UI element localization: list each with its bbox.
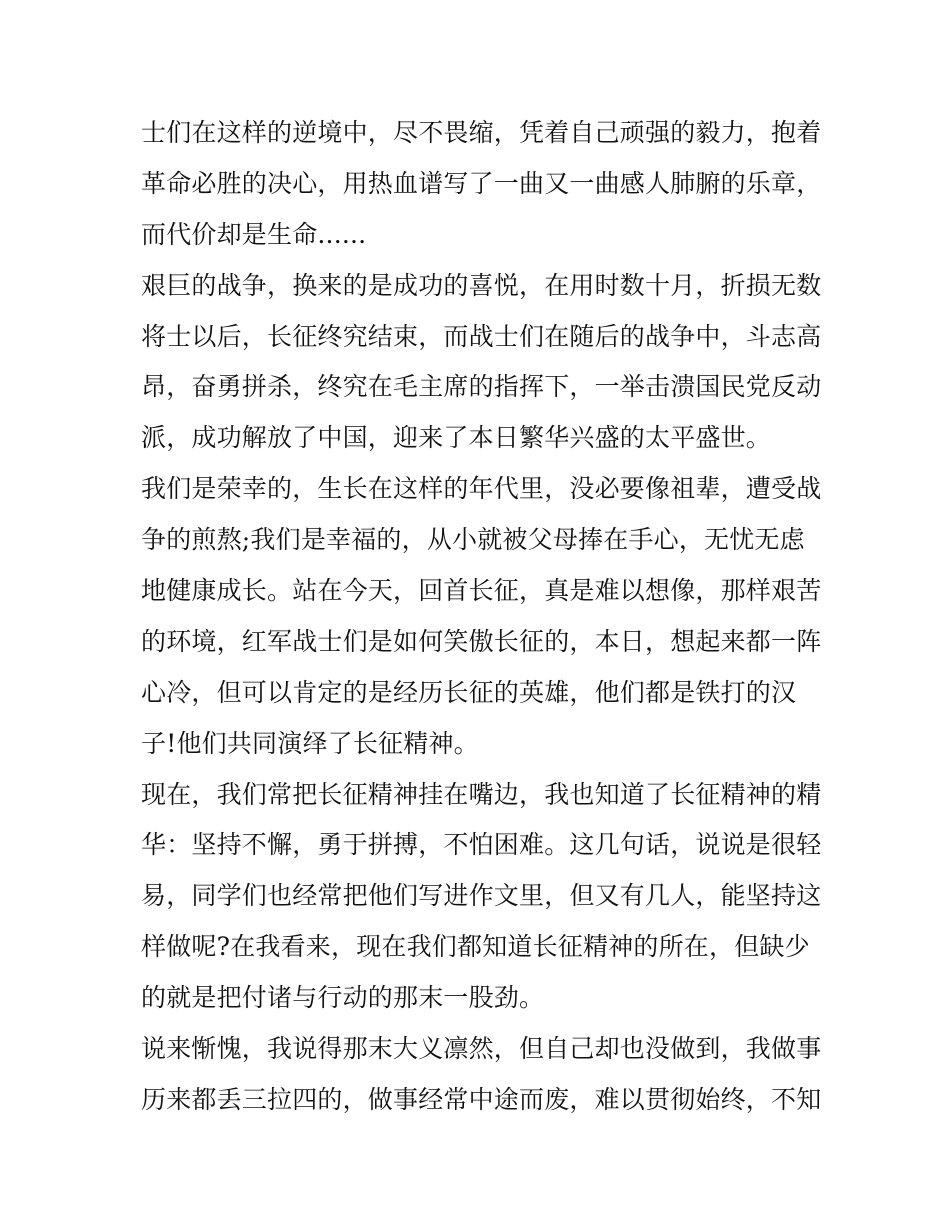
- text-line: 派，成功解放了中国，迎来了本日繁华兴盛的太平盛世。: [141, 423, 772, 453]
- text-line: 革命必胜的决心，用热血谱写了一曲又一曲感人肺腑的乐章，: [141, 168, 822, 198]
- text-line: 说来惭愧，我说得那末大义凛然，但自己却也没做到，我做事: [141, 1034, 822, 1064]
- text-line: 将士以后，长征终究结束，而战士们在随后的战争中，斗志高: [141, 321, 822, 351]
- text-line: 昂，奋勇拼杀，终究在毛主席的指挥下，一举击溃国民党反动: [141, 372, 822, 402]
- text-line: 子!他们共同演绎了长征精神。: [141, 728, 479, 758]
- text-line: 心冷，但可以肯定的是经历长征的英雄，他们都是铁打的汉: [141, 677, 797, 707]
- text-line: 易，同学们也经常把他们写进作文里，但又有几人，能坚持这: [141, 881, 822, 911]
- text-line: 地健康成长。站在今天，回首长征，真是难以想像，那样艰苦: [141, 576, 822, 606]
- text-line: 而代价却是生命......: [141, 219, 367, 249]
- text-line: 士们在这样的逆境中，尽不畏缩，凭着自己顽强的毅力，抱着: [141, 118, 822, 147]
- text-line: 我们是荣幸的，生长在这样的年代里，没必要像祖辈，遭受战: [141, 474, 822, 504]
- text-line: 历来都丢三拉四的，做事经常中途而废，难以贯彻始终，不知: [141, 1084, 822, 1114]
- text-line: 华：坚持不懈，勇于拼搏，不怕困难。这几句话，说说是很轻: [141, 830, 822, 860]
- text-line: 的就是把付诸与行动的那末一股劲。: [141, 983, 545, 1013]
- text-line: 的环境，红军战士们是如何笑傲长征的，本日，想起来都一阵: [141, 626, 822, 656]
- text-line: 争的煎熬;我们是幸福的，从小就被父母捧在手心，无忧无虑: [141, 525, 805, 555]
- text-line: 现在，我们常把长征精神挂在嘴边，我也知道了长征精神的精: [141, 779, 822, 809]
- text-line: 艰巨的战争，换来的是成功的喜悦，在用时数十月，折损无数: [141, 270, 822, 300]
- body-text: [141, 108, 821, 1126]
- text-line: 样做呢?在我看来，现在我们都知道长征精神的所在，但缺少: [141, 932, 810, 962]
